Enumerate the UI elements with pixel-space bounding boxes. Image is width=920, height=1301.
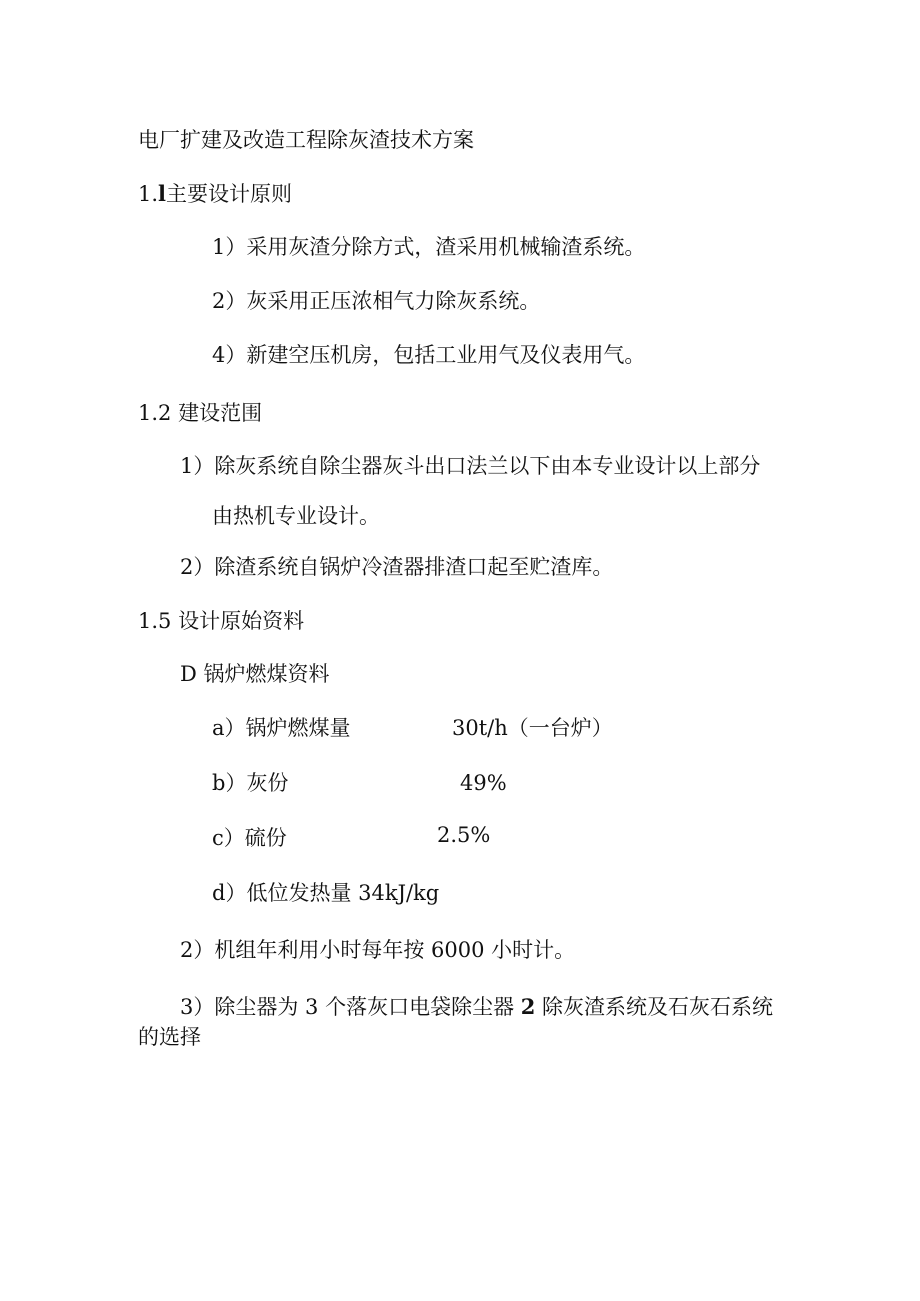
param-label-ash: b）灰份 <box>212 771 289 795</box>
section-1-5-heading: 1.5 设计原始资料 <box>138 609 305 633</box>
dust-collector-text-a: 3）除尘器为 3 个落灰口电袋除尘器 <box>180 995 521 1019</box>
section-1-1-heading <box>138 180 292 208</box>
principle-item-2: 2）灰采用正压浓相气力除灰系统。 <box>212 289 541 313</box>
dust-collector-item-line-2: 的选择 <box>138 1025 201 1049</box>
param-value-sulfur: 2.5% <box>437 823 491 847</box>
param-value-coal-consumption: 30t/h（一台炉） <box>452 716 613 740</box>
scope-item-1-line-2: 由热机专业设计。 <box>212 504 380 528</box>
param-label-heating-value: d）低位发热量 34kJ/kg <box>212 881 440 905</box>
section-number: 1. <box>138 182 159 206</box>
section-number-bold: l <box>158 181 167 206</box>
section-1-2-heading: 1.2 建设范围 <box>138 401 263 425</box>
scope-item-2: 2）除渣系统自锅炉冷渣器排渣口起至贮渣库。 <box>180 555 614 579</box>
coal-data-subheading: D 锅炉燃煤资料 <box>180 662 330 686</box>
principle-item-1: 1）采用灰渣分除方式，渣采用机械输渣系统。 <box>212 235 646 259</box>
dust-collector-item-line-1 <box>180 993 773 1021</box>
dust-collector-text-b: 除灰渣系统及石灰石系统 <box>535 995 774 1019</box>
param-label-sulfur: c）硫份 <box>212 826 287 850</box>
param-value-ash: 49% <box>460 771 507 795</box>
operation-hours-item: 2）机组年利用小时每年按 6000 小时计。 <box>180 938 576 962</box>
section-heading-text: 主要设计原则 <box>166 182 293 206</box>
param-label-coal-consumption: a）锅炉燃煤量 <box>212 716 351 740</box>
dust-collector-bold-number: 2 <box>520 994 536 1019</box>
scope-item-1-line-1: 1）除灰系统自除尘器灰斗出口法兰以下由本专业设计以上部分 <box>180 454 761 478</box>
principle-item-4: 4）新建空压机房，包括工业用气及仪表用气。 <box>212 343 646 367</box>
document-title: 电厂扩建及改造工程除灰渣技术方案 <box>138 128 474 152</box>
